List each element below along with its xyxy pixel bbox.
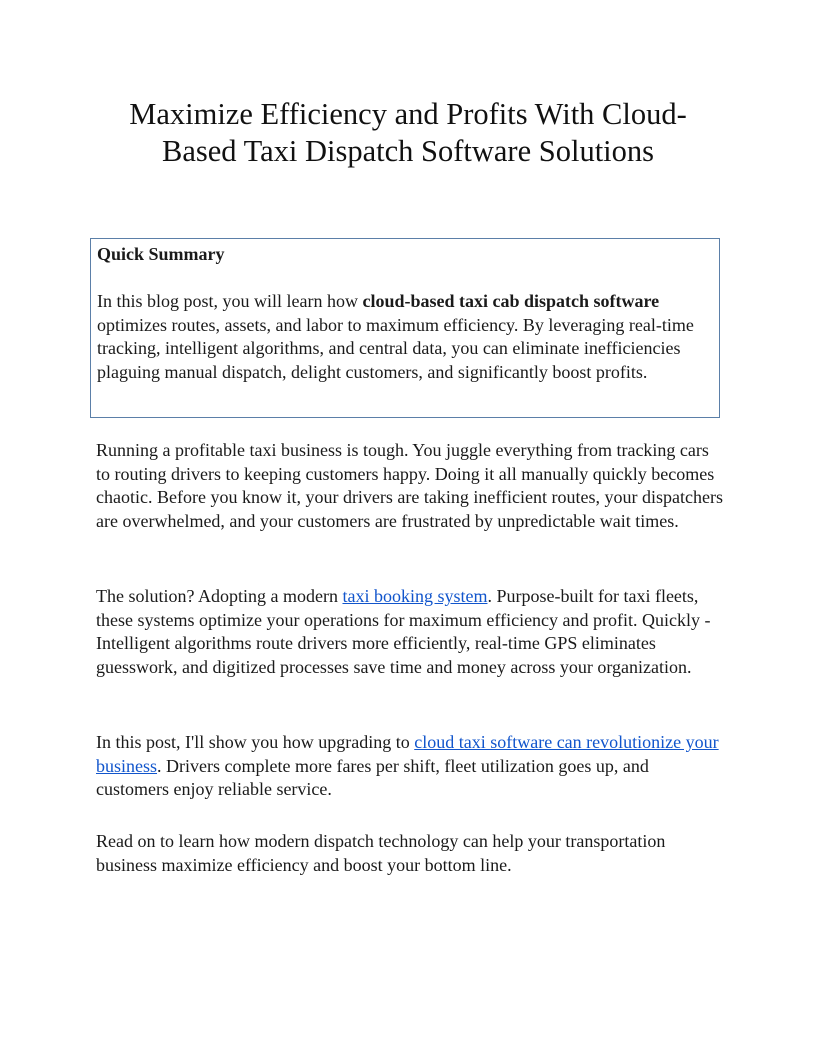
solution-text-start: The solution? Adopting a modern xyxy=(96,586,343,606)
summary-heading: Quick Summary xyxy=(97,244,225,264)
quick-summary-box xyxy=(90,238,720,418)
solution-text-end: . Purpose-built for taxi fleets, these systems optimize your operations for maximum efficiency and profit. Quickly - Intelligent algorithms route drivers more efficiently, real-time GPS eliminates guesswork, and digitized processes save time and money across your organization. xyxy=(96,586,711,677)
summary-bold-text: cloud-based taxi cab dispatch software xyxy=(362,291,660,311)
summary-text-start: In this blog post, you will learn how xyxy=(97,291,363,311)
summary-text-end: optimizes routes, assets, and labor to maximum efficiency. By leveraging real-time tracking, intelligent algorithms, and central data, you can eliminate inefficiencies plaguing manual dispatch, delight customers, and significantly boost profits. xyxy=(97,314,694,382)
taxi-booking-system-link[interactable]: taxi booking system xyxy=(342,586,488,606)
cloud-taxi-software-link[interactable]: cloud taxi software can revolutionize your business xyxy=(96,732,719,776)
page-title: Maximize Efficiency and Profits With Cloud-Based Taxi Dispatch Software Solutions xyxy=(129,97,687,168)
post-overview-paragraph xyxy=(96,731,724,802)
intro-paragraph: Running a profitable taxi business is tough. You juggle everything from tracking cars to routing drivers to keeping customers happy. Doing it all manually quickly becomes chaotic. Before you know it, your drivers are taking inefficient routes, your dispatchers are overwhelmed, and your customers are frustrated by unpredictable wait times. xyxy=(96,440,723,531)
solution-paragraph xyxy=(96,585,724,679)
closing-paragraph: Read on to learn how modern dispatch technology can help your transportation business maximize efficiency and boost your bottom line. xyxy=(96,831,666,875)
overview-text-end: . Drivers complete more fares per shift, fleet utilization goes up, and customers enjoy reliable service. xyxy=(96,755,649,799)
summary-text xyxy=(97,290,723,384)
overview-text-start: In this post, I'll show you how upgrading to xyxy=(96,732,415,752)
